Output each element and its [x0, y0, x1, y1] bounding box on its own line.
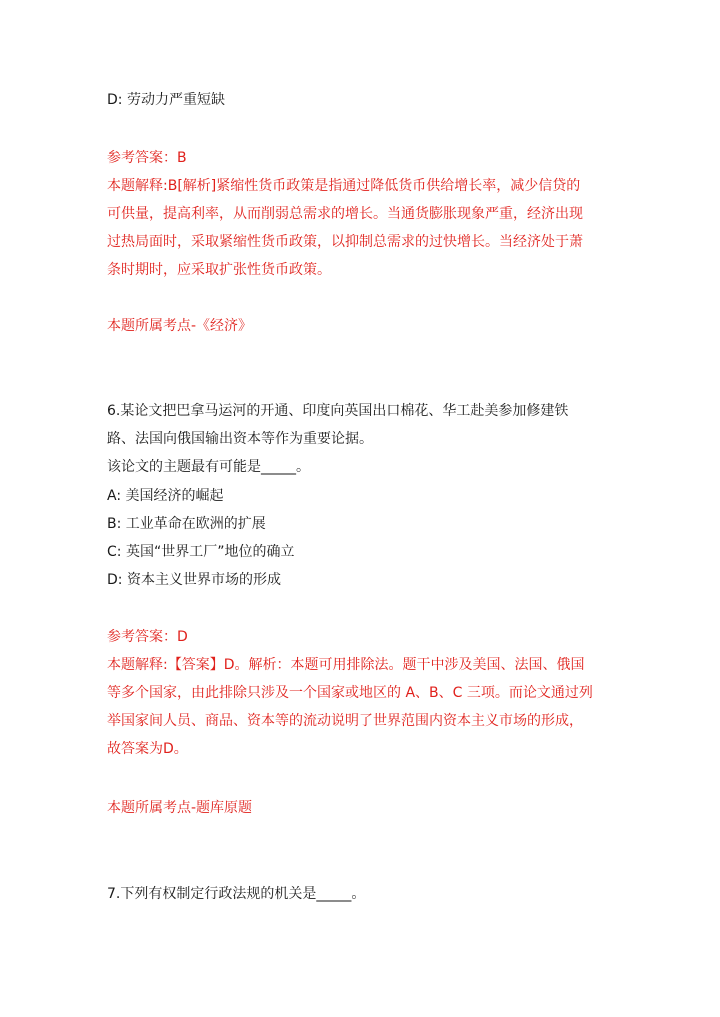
q6-explanation-line-1: 本题解释:【答案】D。解析：本题可用排除法。题干中涉及美国、法国、俄国 — [107, 657, 585, 673]
q6-explanation-line-4: 故答案为D。 — [107, 741, 188, 757]
q5-explanation-line-2: 可供量，提高利率，从而削弱总需求的增长。当通货膨胀现象严重，经济出现 — [107, 206, 583, 222]
q6-option-b: B: 工业革命在欧洲的扩展 — [107, 516, 266, 532]
q6-question-line-2: 路、法国向俄国输出资本等作为重要论据。 — [107, 431, 373, 447]
q6-explanation-line-3: 举国家间人员、商品、资本等的流动说明了世界范围内资本主义市场的形成， — [107, 713, 583, 729]
q6-question-line-1: 6.某论文把巴拿马运河的开通、印度向英国出口棉花、华工赴美参加修建铁 — [107, 403, 569, 419]
q5-explanation-line-4: 条时期时，应采取扩张性货币政策。 — [107, 262, 331, 278]
q6-question-line-3: 该论文的主题最有可能是_____。 — [107, 459, 310, 475]
q7-question: 7.下列有权制定行政法规的机关是_____。 — [107, 886, 366, 902]
q6-option-a: A: 美国经济的崛起 — [107, 488, 224, 504]
q5-explanation-line-3: 过热局面时，采取紧缩性货币政策，以抑制总需求的过快增长。当经济处于萧 — [107, 234, 583, 250]
q5-explanation-line-1: 本题解释:B[解析]紧缩性货币政策是指通过降低货币供给增长率，减少信贷的 — [107, 178, 581, 194]
q5-category: 本题所属考点-《经济》 — [107, 318, 253, 334]
q6-explanation-line-2: 等多个国家，由此排除只涉及一个国家或地区的 A、B、C 三项。而论文通过列 — [107, 685, 593, 701]
q6-option-c: C: 英国“世界工厂”地位的确立 — [107, 544, 295, 560]
q6-category: 本题所属考点-题库原题 — [107, 800, 253, 816]
q5-option-d: D: 劳动力严重短缺 — [107, 92, 225, 108]
q6-option-d: D: 资本主义世界市场的形成 — [107, 572, 281, 588]
q6-answer: 参考答案：D — [107, 629, 188, 645]
q5-answer: 参考答案：B — [107, 150, 187, 166]
